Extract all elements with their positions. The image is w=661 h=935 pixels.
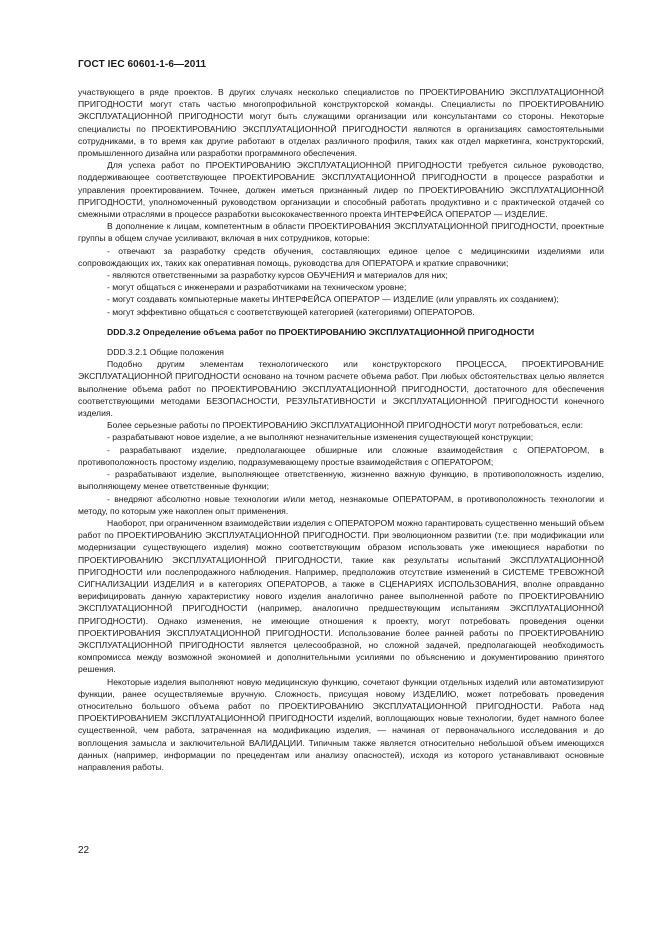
paragraph-new-function: Некоторые изделия выполняют новую медицинскую функцию, сочетают функции отдельных изделий или автоматизируют функции, ранее осуществляемые вручную. Сложность, присущая новому ИЗДЕЛИЮ, может потребовать проведения относительно большого объема работ по ПРОЕКТИРОВАНИЮ ЭКСПЛУАТАЦИОННОЙ ПРИГОДНОСТИ. Работа над ПРОЕКТИРОВАНИЕМ ЭКСПЛУАТАЦИОННОЙ ПРИГОДНОСТИ изделий, воплощающих новые технологии, будет намного более существенной, чем работа, затраченная на модификацию изделия, — начиная от первоначального исследования и до воплощения замысла и заключительной ВАЛИДАЦИИ. Типичным также является относительно небольшой объем имеющихся данных (например, информации по прецедентам или анализу опасностей), исходя из которого устанавливают основные направления работы.: [78, 676, 604, 772]
document-body: [78, 86, 604, 773]
list-item: - являются ответственными за разработку курсов ОБУЧЕНИЯ и материалов для них;: [107, 270, 448, 281]
document-header: ГОСТ IEC 60601-1-6—2011: [78, 59, 207, 70]
paragraph-scope: Подобно другим элементам технологического или конструкторского ПРОЦЕССА, ПРОЕКТИРОВАНИЕ ЭКСПЛУАТАЦИОННОЙ ПРИГОДНОСТИ основано на точном расчете объема работ. При любых обстоятельствах целью является выполнение объема работ по ПРОЕКТИРОВАНИЮ ЭКСПЛУАТАЦИОННОЙ ПРИГОДНОСТИ, достаточного для обеспечения соответствующими методами БЕЗОПАСНОСТИ, РЕЗУЛЬТАТИВНОСТИ и ЭКСПЛУАТАЦИОННОЙ ПРИГОДНОСТИ конечного изделия.: [78, 359, 604, 419]
list-item: - отвечают за разработку средств обучения, составляющих единое целое с медицинскими изделиями или сопровождающих их, таких как оперативная помощь, руководства для ОПЕРАТОРА и краткие справочники;: [78, 245, 604, 268]
paragraph-team-intro: В дополнение к лицам, компетентным в области ПРОЕКТИРОВАНИЯ ЭКСПЛУАТАЦИОННОЙ ПРИГОДНОСТИ, проектные группы в общем случае усиливают, включая в них сотрудников, которые:: [78, 221, 604, 244]
list-item: - могут общаться с инженерами и разработчиками на техническом уровне;: [107, 282, 407, 293]
list-item: - разрабатывают новое изделие, а не выполняют незначительные изменения существующей конструкции;: [107, 432, 534, 443]
list-item: - могут эффективно общаться с соответствующей категорией (категориями) ОПЕРАТОРОВ.: [107, 306, 475, 317]
section-heading: DDD.3.2 Определение объема работ по ПРОЕКТИРОВАНИЮ ЭКСПЛУАТАЦИОННОЙ ПРИГОДНОСТИ: [107, 326, 535, 337]
paragraph-leadership: Для успеха работ по ПРОЕКТИРОВАНИЮ ЭКСПЛУАТАЦИОННОЙ ПРИГОДНОСТИ требуется сильное руководство, поддерживающее соответствующее ПРОЕКТИРОВАНИЕ ЭКСПЛУАТАЦИОННОЙ ПРИГОДНОСТИ в процессе разработки и управления проектированием. Точнее, должен иметься признанный лидер по ПРОЕКТИРОВАНИЮ ЭКСПЛУАТАЦИОННОЙ ПРИГОДНОСТИ, уполномоченный руководством организации и способный работать продуктивно и с практической отдачей со смежными отраслями в процессе разработки высококачественного проекта ИНТЕРФЕЙСА ОПЕРАТОР — ИЗДЕЛИЕ.: [78, 160, 604, 220]
paragraph-serious-work: Более серьезные работы по ПРОЕКТИРОВАНИЮ ЭКСПЛУАТАЦИОННОЙ ПРИГОДНОСТИ могут потребоваться, если:: [107, 420, 584, 431]
subsection-heading: DDD.3.2.1 Общие положения: [107, 347, 224, 358]
list-item: - разрабатывают изделие, выполняющее ответственную, жизненно важную функцию, в противоположность изделию, выполняющему менее ответственные функции;: [78, 469, 604, 492]
list-item: - разрабатывают изделие, предполагающее обширные или сложные взаимодействия с ОПЕРАТОРОМ, в противоположность простому изделию, подразумевающему простые взаимодействия с ОПЕРАТОРОМ;: [78, 444, 604, 467]
list-item: - могут создавать компьютерные макеты ИНТЕРФЕЙСА ОПЕРАТОР — ИЗДЕЛИЕ (или управлять их созданием);: [107, 294, 559, 305]
paragraph-continuation: участвующего в ряде проектов. В других случаях несколько специалистов по ПРОЕКТИРОВАНИЮ ЭКСПЛУАТАЦИОННОЙ ПРИГОДНОСТИ могут стать частью многопрофильной конструкторской команды. Специалисты по ПРОЕКТИРОВАНИЮ ЭКСПЛУАТАЦИОННОЙ ПРИГОДНОСТИ могут быть служащими организации или консультантами со стороны. Некоторые специалисты по ПРОЕКТИРОВАНИЮ ЭКСПЛУАТАЦИОННОЙ ПРИГОДНОСТИ являются в организациях самостоятельными сотрудниками, в то время как другие работают в отделах различного профиля, таких как отдел маркетинга, конструкторский, промышленного дизайна или разработки программного обеспечения.: [78, 87, 604, 159]
list-item: - внедряют абсолютно новые технологии и/или метод, незнакомые ОПЕРАТОРАМ, в противоположность технологии и методу, по которым уже накоплен опыт применения.: [78, 493, 604, 516]
page-number: 22: [78, 845, 90, 856]
paragraph-limited-interaction: Наоборот, при ограниченном взаимодействии изделия с ОПЕРАТОРОМ можно гарантировать существенно меньший объем работ по ПРОЕКТИРОВАНИЮ ЭКСПЛУАТАЦИОННОЙ ПРИГОДНОСТИ. При эволюционном развитии (т.е. при модификации или модернизации существующего изделия) можно соответствующим образом использовать уже имеющиеся наработки по ПРОЕКТИРОВАНИЮ ЭКСПЛУАТАЦИОННОЙ ПРИГОДНОСТИ, такие как результаты испытаний ЭКСПЛУАТАЦИОННОЙ ПРИГОДНОСТИ или послепродажного наблюдения. Например, предположив отсутствие изменений в СИСТЕМЕ ТРЕВОЖНОЙ СИГНАЛИЗАЦИИ ИЗДЕЛИЯ и в категориях ОПЕРАТОРОВ, а также в СЦЕНАРИЯХ ИСПОЛЬЗОВАНИЯ, вполне оправданно верифицировать данную характеристику нового изделия аналогично ранее выполненной работе по ПРОЕКТИРОВАНИЮ ЭКСПЛУАТАЦИОННОЙ ПРИГОДНОСТИ (например, аналогично предшествующим испытаниям ЭКСПЛУАТАЦИОННОЙ ПРИГОДНОСТИ). Однако изменения, не имеющие отношения к проекту, могут потребовать проведения оценки ПРОЕКТИРОВАНИЯ ЭКСПЛУАТАЦИОННОЙ ПРИГОДНОСТИ. Использование более ранней работы по ПРОЕКТИРОВАНИЮ ЭКСПЛУАТАЦИОННОЙ ПРИГОДНОСТИ является целесообразной, но сложной задачей, предполагающей необходимость компромисса между возможной экономией и дополнительными усилиями по объяснению и документированию принятого решения.: [78, 517, 604, 675]
